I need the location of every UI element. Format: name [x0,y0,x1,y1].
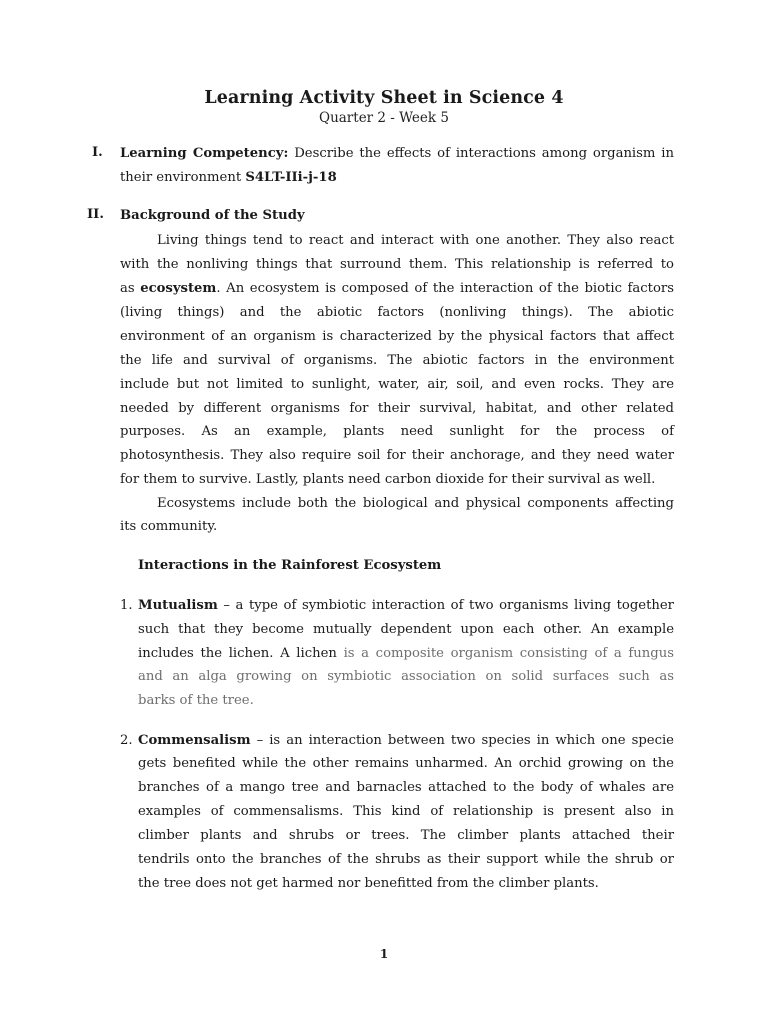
p1-line-3-text: An ecosystem is composed of the interaction of the biotic factors [226,281,674,296]
item-2-line-1 [138,732,674,750]
section-1-line-2 [120,169,337,187]
section-1-text-1: Describe the effects of interactions among organism in [294,146,675,161]
item-2-line-2: gets benefited while the other remains unharmed. An orchid growing on the [138,756,674,771]
p1-line-7: include but not limited to sunlight, water, air, soil, and even rocks. They are [120,377,674,392]
item-1-line-3a: includes the lichen. A lichen [138,646,337,661]
p2-line-2: its community. [120,519,218,534]
p1-line-6: the life and survival of organisms. The abiotic factors in the environment [120,353,674,368]
item-2-line-7: the tree does not get harmed nor benefitted from the climber plants. [138,876,599,891]
item-2-line-4: examples of commensalisms. This kind of relationship is present also in [138,804,674,819]
page-title: Learning Activity Sheet in Science 4 [204,88,564,108]
section-2-number: II. [87,207,104,222]
item-1-line-1 [138,597,674,615]
section-1-code: S4LT-IIi-j-18 [245,170,337,185]
item-2-line-1-text: – is an interaction between two species in which one specie [256,733,674,748]
as-word: as [120,281,135,296]
p1-line-8: needed by different organisms for their survival, habitat, and other related [120,401,674,416]
item-2-line-3: branches of a mango tree and barnacles attached to the body of whales are [138,780,674,795]
item-1-line-1-text: – a type of symbiotic interaction of two organisms living together [223,598,674,613]
item-1-line-3b: is a composite organism consisting of a fungus [343,646,674,661]
item-2-number: 2. [120,733,133,748]
p1-line-10: photosynthesis. They also require soil for their anchorage, and they need water [120,448,674,463]
item-1-term: Mutualism [138,598,218,613]
p1-line-2: with the nonliving things that surround them. This relationship is referred to [120,257,674,272]
item-2-line-5: climber plants and shrubs or trees. The climber plants attached their [138,828,674,843]
section-1-line-1 [120,145,674,163]
subheading-rainforest: Interactions in the Rainforest Ecosystem [138,558,442,573]
page-number: 1 [379,947,389,961]
ecosystem-term: ecosystem [140,281,217,296]
item-2-line-6: tendrils onto the branches of the shrubs as their support while the shrub or [138,852,674,867]
p1-line-5: environment of an organism is characterized by the physical factors that affect [120,329,674,344]
p1-line-1: Living things tend to react and interact with one another. They also react [157,233,674,248]
section-1-label: Learning Competency: [120,146,289,161]
p2-line-1: Ecosystems include both the biological and physical components affecting [157,496,674,511]
item-1-line-4: and an alga growing on symbiotic association on solid surfaces such as [138,669,674,684]
item-2-term: Commensalism [138,733,251,748]
section-1-text-2: their environment [120,170,242,185]
item-1-line-2: such that they become mutually dependent upon each other. An example [138,622,674,637]
section-1-number: I. [92,145,103,160]
p1-line-9: purposes. As an example, plants need sunlight for the process of [120,424,674,439]
p1-line-11: for them to survive. Lastly, plants need carbon dioxide for their survival as well. [120,472,656,487]
page-subtitle: Quarter 2 - Week 5 [319,110,449,126]
p1-line-3 [120,280,674,298]
p1-line-4: (living things) and the abiotic factors (nonliving things). The abiotic [120,305,674,320]
item-1-line-3 [138,645,674,663]
ecosystem-period: . [216,281,221,296]
section-2-heading: Background of the Study [120,208,305,223]
item-1-line-5: barks of the tree. [138,693,254,708]
item-1-number: 1. [120,598,133,613]
